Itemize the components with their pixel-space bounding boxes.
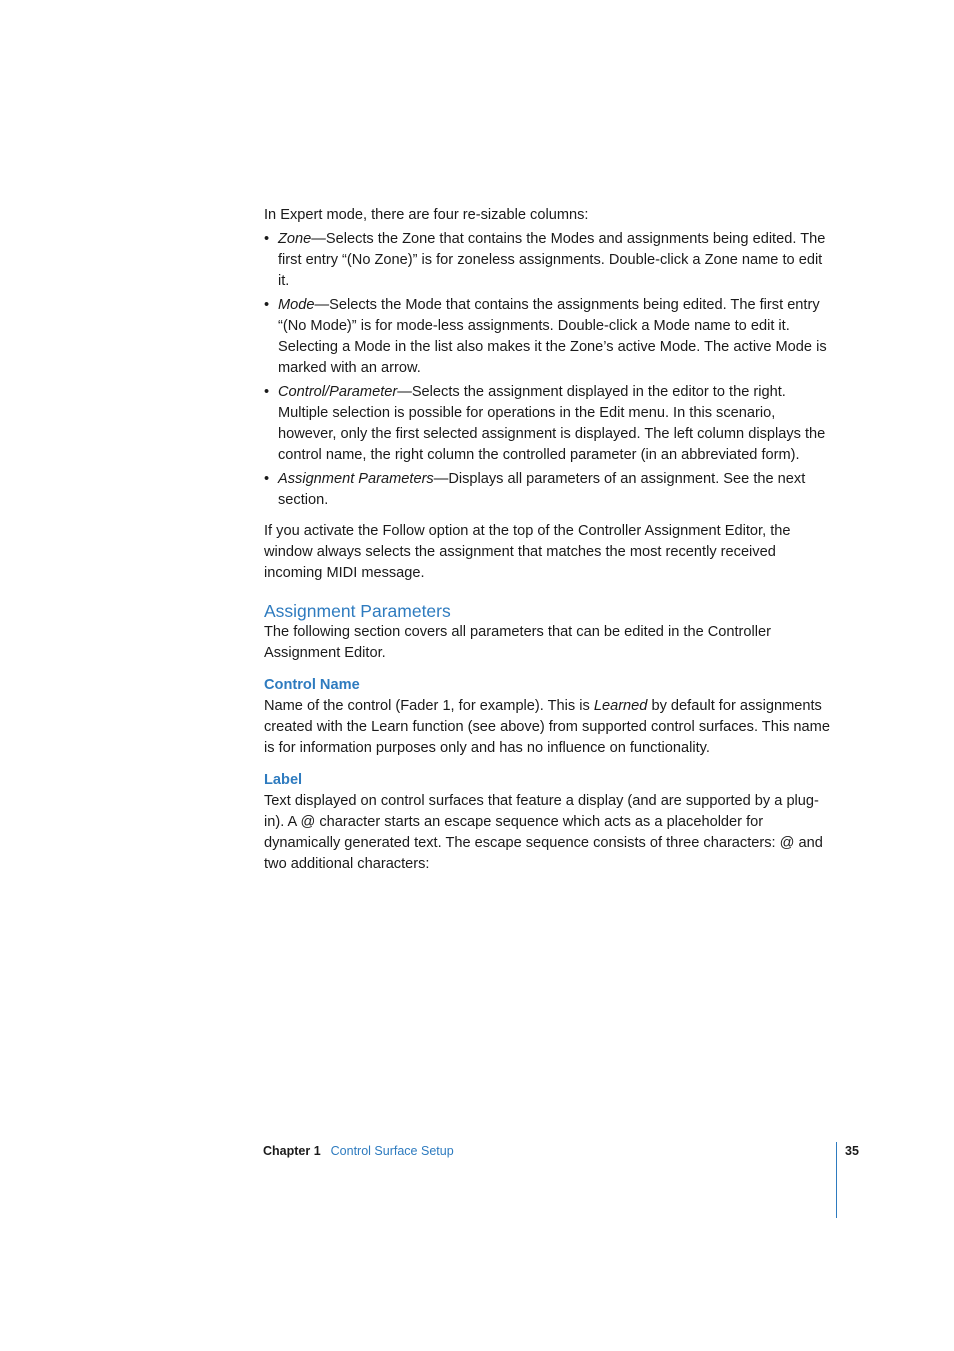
list-item-text: —Selects the Mode that contains the assignments being edited. The first entry “(No Mode)” is for mode-less assignments. Double-click a Mode name to edit it. Selecting a Mode in the list also makes it the Zone’s active Mode. The active Mode is marked with an arrow.	[278, 297, 827, 376]
list-item-text: —Selects the assignment displayed in the editor to the right. Multiple selection is possible for operations in the Edit menu. In this scenario, however, only the first selected assignment is displayed. The left column displays the control name, the right column the controlled parameter (in an abbreviated form).	[278, 384, 826, 463]
control-name-emphasis: Learned	[593, 698, 648, 714]
footer-divider	[836, 1142, 837, 1218]
footer-chapter	[263, 1141, 454, 1161]
list-item	[264, 469, 834, 511]
control-name-paragraph	[264, 696, 834, 759]
section-heading: Assignment Parameters	[264, 601, 451, 621]
column-list	[264, 229, 834, 511]
list-item-term: Assignment Parameters	[278, 471, 434, 487]
control-name-text-before: Name of the control (Fader 1, for example). This is	[264, 698, 594, 714]
page-number: 35	[845, 1144, 859, 1158]
list-item	[264, 229, 834, 292]
bullet-icon: •	[264, 297, 270, 313]
section-paragraph: The following section covers all parameters that can be edited in the Controller Assignment Editor.	[264, 624, 771, 661]
chapter-title: Control Surface Setup	[330, 1144, 454, 1158]
control-name-text-after: by default for assignments created with the Learn function (see above) from supported control surfaces. This name is for information purposes only and has no influence on functionality.	[264, 698, 830, 756]
bullet-icon: •	[264, 384, 270, 400]
list-item	[264, 382, 834, 466]
intro-paragraph: In Expert mode, there are four re-sizable columns:	[264, 207, 589, 223]
list-item-text: —Selects the Zone that contains the Modes and assignments being edited. The first entry “(No Zone)” is for zoneless assignments. Double-click a Zone name to edit it.	[278, 231, 826, 289]
list-item	[264, 295, 834, 379]
chapter-label: Chapter 1	[263, 1144, 321, 1158]
page-content	[264, 205, 834, 875]
bullet-icon: •	[264, 231, 270, 247]
list-item-term: Mode	[278, 297, 315, 313]
control-name-heading: Control Name	[264, 677, 360, 693]
label-paragraph: Text displayed on control surfaces that feature a display (and are supported by a plug-in). A @ character starts an escape sequence which acts as a placeholder for dynamically generated text. The escape sequence consists of three characters: @ and two additional characters:	[264, 793, 823, 872]
list-item-text: —Displays all parameters of an assignment. See the next section.	[278, 471, 806, 508]
list-item-term: Zone	[278, 231, 312, 247]
follow-paragraph: If you activate the Follow option at the top of the Controller Assignment Editor, the window always selects the assignment that matches the most recently received incoming MIDI message.	[264, 523, 791, 581]
bullet-icon: •	[264, 471, 270, 487]
list-item-term: Control/Parameter	[278, 384, 398, 400]
label-heading: Label	[264, 772, 303, 788]
